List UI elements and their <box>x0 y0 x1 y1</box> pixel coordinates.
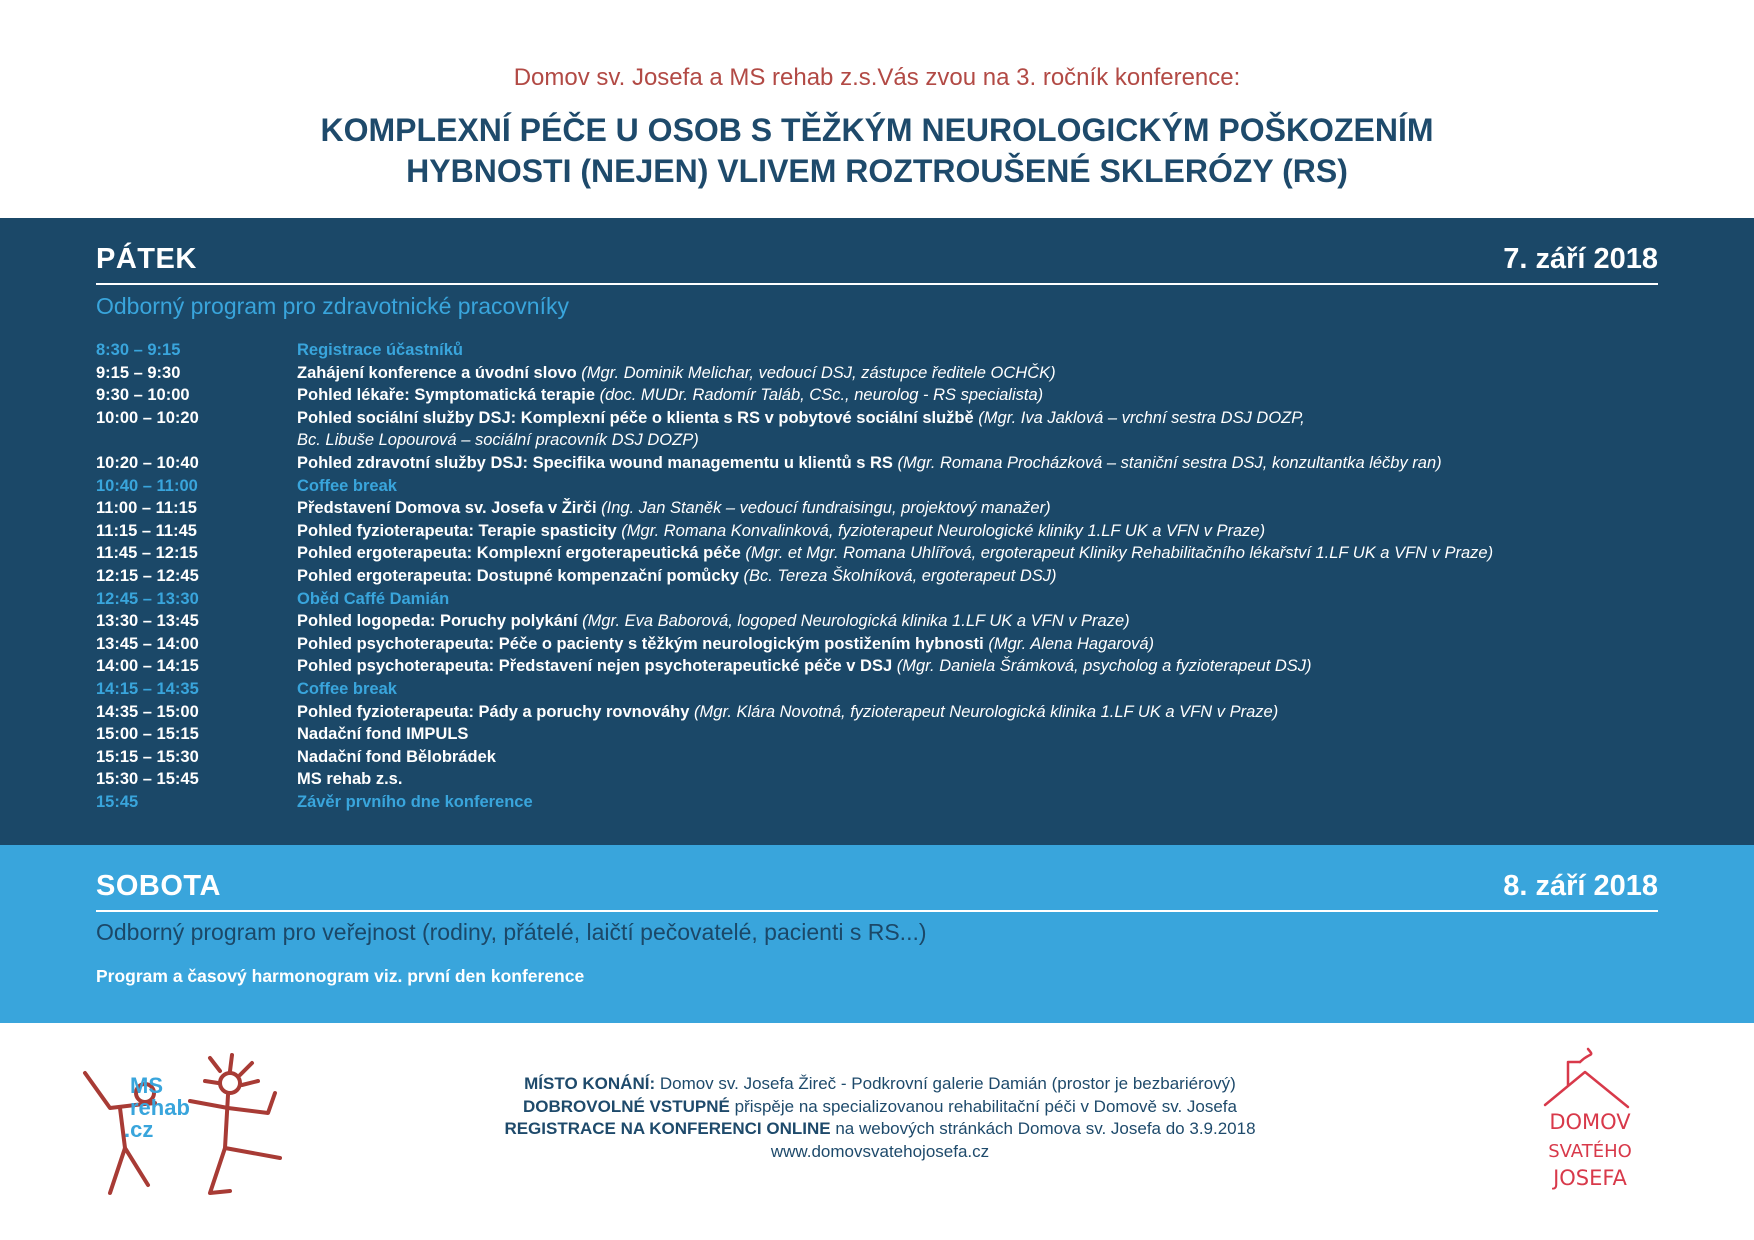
website-link[interactable]: www.domovsvatehojosefa.cz <box>770 1141 990 1161</box>
schedule-row <box>96 723 1666 746</box>
schedule-description <box>297 633 1154 656</box>
schedule-row <box>96 565 1666 588</box>
header <box>0 0 1754 218</box>
schedule-row <box>96 791 1666 814</box>
schedule-description <box>297 542 1493 565</box>
saturday-subtitle: Odborný program pro veřejnost (rodiny, přátelé, laičtí pečovatelé, pacienti s RS...) <box>96 919 927 945</box>
schedule-row <box>96 633 1666 656</box>
speaker-info: (Mgr. Alena Hagarová) <box>988 634 1155 653</box>
schedule-description <box>297 746 496 769</box>
svg-text:rehab: rehab <box>130 1095 190 1120</box>
schedule-time: 10:20 – 10:40 <box>96 453 199 472</box>
talk-title: Pohled lékaře: Symptomatická terapie <box>297 386 596 405</box>
schedule-description <box>297 588 449 611</box>
speaker-info: (Ing. Jan Staněk – vedoucí fundraisingu, projektový manažer) <box>601 499 1051 518</box>
schedule-time: 15:30 – 15:45 <box>96 770 199 789</box>
svg-text:SVATÉHO: SVATÉHO <box>1548 1141 1632 1162</box>
schedule-time: 15:00 – 15:15 <box>96 725 199 744</box>
schedule-time: 13:30 – 13:45 <box>96 612 199 631</box>
registration-line: REGISTRACE NA KONFERENCI ONLINE na webových stránkách Domova sv. Josefa do 3.9.2018 <box>504 1119 1256 1139</box>
schedule-time: 8:30 – 9:15 <box>96 341 181 359</box>
schedule-row <box>96 746 1666 769</box>
schedule-description <box>297 339 463 362</box>
schedule-description <box>297 610 1130 633</box>
day-name: PÁTEK <box>96 243 197 275</box>
schedule-row <box>96 768 1666 791</box>
schedule-description <box>297 475 397 498</box>
title-line-2: HYBNOSTI (NEJEN) VLIVEM ROZTROUŠENÉ SKLERÓZY (RS) <box>406 153 1348 189</box>
invitation-text: Domov sv. Josefa a MS rehab z.s.Vás zvou na 3. ročník konference: <box>513 64 1241 91</box>
speaker-info: Bc. Libuše Lopourová – sociální pracovník DSJ DOZP) <box>297 431 699 450</box>
talk-title: Coffee break <box>297 476 397 495</box>
talk-title: Pohled ergoterapeuta: Komplexní ergoterapeutická péče <box>297 544 741 563</box>
talk-title: MS rehab z.s. <box>297 770 403 789</box>
conference-title <box>0 110 1754 192</box>
schedule-row <box>96 542 1666 565</box>
friday-section <box>0 218 1754 845</box>
talk-title: Registrace účastníků <box>297 341 463 359</box>
schedule-time: 9:15 – 9:30 <box>96 363 181 382</box>
schedule-description <box>297 701 1278 724</box>
talk-title: Představení Domova sv. Josefa v Žirči <box>297 499 597 518</box>
schedule-time: 14:00 – 14:15 <box>96 657 199 676</box>
donation-line: DOBROVOLNÉ VSTUPNÉ přispěje na specializovanou rehabilitační péči v Domově sv. Josefa <box>523 1096 1237 1116</box>
venue-line: MÍSTO KONÁNÍ: Domov sv. Josefa Žireč - Podkrovní galerie Damián (prostor je bezbariérový) <box>524 1074 1236 1093</box>
talk-title: Pohled fyzioterapeuta: Pády a poruchy rovnováhy <box>297 702 690 721</box>
schedule-description <box>297 362 1056 385</box>
svg-text:.cz: .cz <box>124 1117 154 1142</box>
speaker-info: (doc. MUDr. Radomír Taláb, CSc., neurolog - RS specialista) <box>599 386 1044 405</box>
svg-text:JOSEFA: JOSEFA <box>1553 1166 1627 1190</box>
schedule-description <box>297 565 1057 588</box>
schedule-row <box>96 655 1666 678</box>
schedule-description <box>297 520 1265 543</box>
schedule-row <box>96 429 1666 452</box>
talk-title: Pohled fyzioterapeuta: Terapie spasticity <box>297 521 617 540</box>
friday-subtitle: Odborný program pro zdravotnické pracovníky <box>96 293 569 319</box>
talk-title: Pohled psychoterapeuta: Péče o pacienty s těžkým neurologickým postižením hybnosti <box>297 634 984 653</box>
schedule-row <box>96 520 1666 543</box>
schedule-list <box>96 339 1666 813</box>
speaker-info: (Mgr. Dominik Melichar, vedoucí DSJ, zástupce ředitele OCHČK) <box>581 363 1056 382</box>
talk-title: Pohled ergoterapeuta: Dostupné kompenzační pomůcky <box>297 566 739 585</box>
saturday-section <box>0 845 1754 1023</box>
schedule-time: 12:15 – 12:45 <box>96 566 199 585</box>
speaker-info: (Mgr. Iva Jaklová – vrchní sestra DSJ DOZP, <box>978 408 1305 427</box>
day-date: 7. září 2018 <box>1503 243 1658 275</box>
schedule-row <box>96 497 1666 520</box>
schedule-row <box>96 475 1666 498</box>
schedule-time: 12:45 – 13:30 <box>96 589 199 608</box>
ms-rehab-logo <box>80 1053 320 1203</box>
schedule-time: 15:15 – 15:30 <box>96 747 199 766</box>
speaker-info: (Mgr. et Mgr. Romana Uhlířová, ergoterapeut Kliniky Rehabilitačního lékařství 1.LF UK a VFN v Praze) <box>745 544 1494 563</box>
speaker-info: (Bc. Tereza Školníková, ergoterapeut DSJ) <box>743 566 1057 585</box>
talk-title: Pohled sociální služby DSJ: Komplexní péče o klienta s RS v pobytové sociální službě <box>297 408 974 427</box>
schedule-row <box>96 610 1666 633</box>
schedule-description <box>297 791 533 814</box>
domov-svateho-josefa-logo <box>1540 1047 1640 1217</box>
schedule-description <box>297 429 699 452</box>
talk-title: Nadační fond Bělobrádek <box>297 747 496 766</box>
friday-header <box>96 243 1658 285</box>
speaker-info: (Mgr. Eva Baborová, logoped Neurologická klinika 1.LF UK a VFN v Praze) <box>582 612 1130 631</box>
schedule-time: 14:35 – 15:00 <box>96 702 199 721</box>
saturday-note: Program a časový harmonogram viz. první den konference <box>96 966 585 986</box>
schedule-time: 11:00 – 11:15 <box>96 499 197 518</box>
talk-title: Oběd Caffé Damián <box>297 589 450 608</box>
house-roof-icon <box>1540 1047 1640 1217</box>
svg-text:DOMOV: DOMOV <box>1549 1110 1631 1134</box>
schedule-description <box>297 452 1442 475</box>
schedule-row <box>96 339 1666 362</box>
schedule-row <box>96 701 1666 724</box>
schedule-description <box>297 678 397 701</box>
talk-title: Pohled logopeda: Poruchy polykání <box>297 612 578 631</box>
schedule-time: 15:45 <box>96 792 139 811</box>
svg-text:MS: MS <box>130 1073 163 1098</box>
speaker-info: (Mgr. Klára Novotná, fyzioterapeut Neurologická klinika 1.LF UK a VFN v Praze) <box>694 702 1279 721</box>
ms-rehab-figures-icon <box>80 1053 320 1203</box>
schedule-description <box>297 384 1043 407</box>
schedule-row <box>96 588 1666 611</box>
schedule-time: 9:30 – 10:00 <box>96 386 190 405</box>
footer <box>0 1023 1754 1240</box>
schedule-row <box>96 452 1666 475</box>
talk-title: Pohled psychoterapeuta: Představení nejen psychoterapeutické péče v DSJ <box>297 657 893 676</box>
schedule-time: 10:00 – 10:20 <box>96 408 199 427</box>
speaker-info: (Mgr. Romana Procházková – staniční sestra DSJ, konzultantka léčby ran) <box>897 453 1442 472</box>
talk-title: Zahájení konference a úvodní slovo <box>297 363 577 382</box>
schedule-time: 14:15 – 14:35 <box>96 679 199 698</box>
schedule-time: 13:45 – 14:00 <box>96 634 199 653</box>
talk-title: Pohled zdravotní služby DSJ: Specifika wound managementu u klientů s RS <box>297 453 893 472</box>
schedule-time: 11:15 – 11:45 <box>96 521 197 540</box>
speaker-info: (Mgr. Romana Konvalinková, fyzioterapeut Neurologické kliniky 1.LF UK a VFN v Praze) <box>621 521 1266 540</box>
schedule-description <box>297 497 1051 520</box>
speaker-info: (Mgr. Daniela Šrámková, psycholog a fyzioterapeut DSJ) <box>896 657 1312 676</box>
schedule-description <box>297 768 402 791</box>
schedule-description <box>297 407 1305 430</box>
schedule-description <box>297 655 1312 678</box>
title-line-1: KOMPLEXNÍ PÉČE U OSOB S TĚŽKÝM NEUROLOGICKÝM POŠKOZENÍM <box>320 112 1434 148</box>
talk-title: Nadační fond IMPULS <box>297 725 469 744</box>
schedule-row <box>96 407 1666 430</box>
day-date: 8. září 2018 <box>1503 870 1658 902</box>
day-name: SOBOTA <box>96 870 221 902</box>
schedule-description <box>297 723 468 746</box>
schedule-row <box>96 362 1666 385</box>
talk-title: Coffee break <box>297 679 397 698</box>
talk-title: Závěr prvního dne konference <box>297 792 533 811</box>
venue-info <box>380 1073 1380 1163</box>
schedule-row <box>96 384 1666 407</box>
schedule-time: 10:40 – 11:00 <box>96 476 198 495</box>
schedule-time: 11:45 – 12:15 <box>96 544 198 563</box>
schedule-row <box>96 678 1666 701</box>
saturday-header <box>96 870 1658 912</box>
